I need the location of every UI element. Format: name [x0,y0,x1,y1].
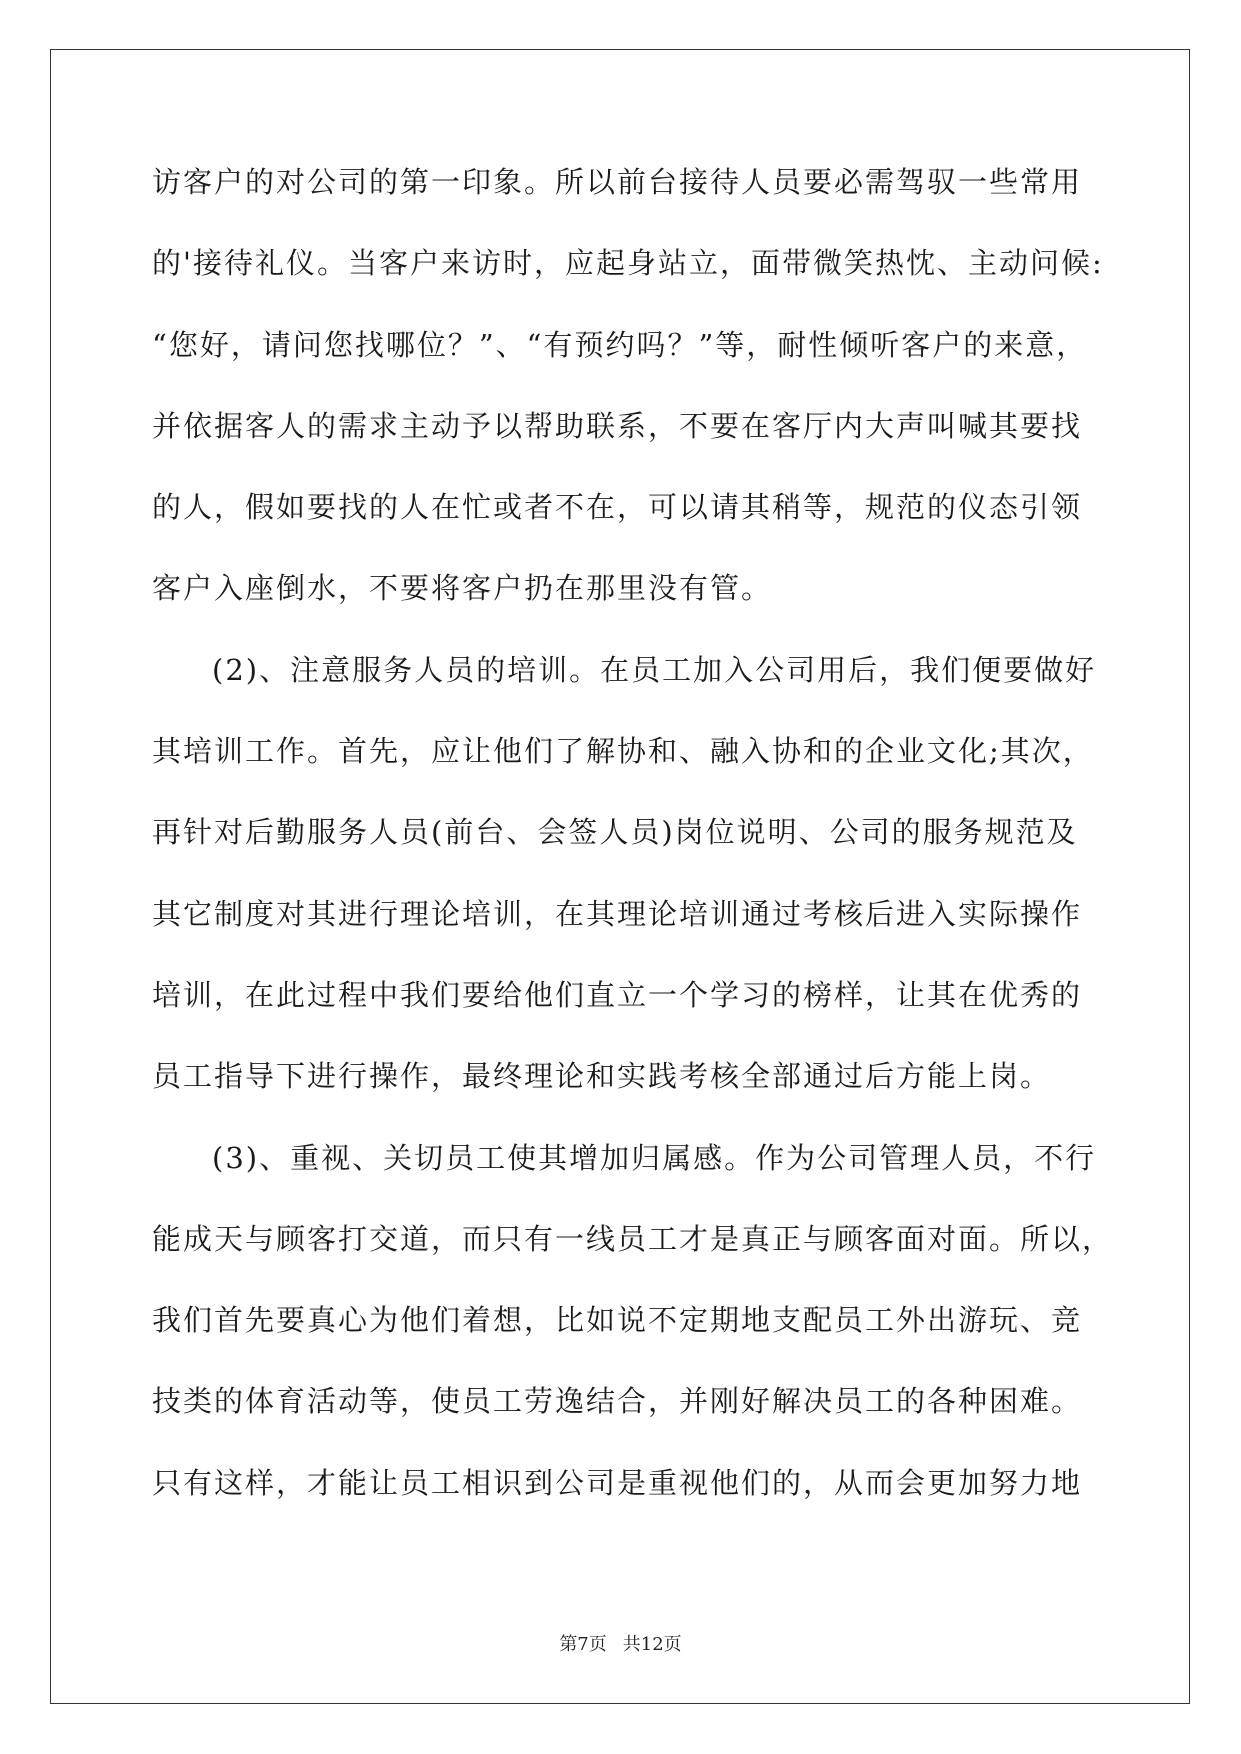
text-line: 再针对后勤服务人员(前台、会签人员)岗位说明、公司的服务规范及 [152,815,1078,850]
text-line: 访客户的对公司的第一印象。所以前台接待人员要必需驾驭一些常用 [152,165,1083,199]
text-line: 其培训工作。首先，应让他们了解协和、融入协和的企业文化;其次， [152,734,1094,769]
page-footer [0,1630,1241,1656]
text-line: 的人，假如要找的人在忙或者不在，可以请其稍等，规范的仪态引领 [152,490,1083,525]
text-line: “您好，请问您找哪位？”、“有预约吗？”等，耐性倾听客户的来意， [152,327,1088,362]
text-line: 我们首先要真心为他们着想，比如说不定期地支配员工外出游玩、竞 [152,1303,1083,1338]
text-line: (3)、重视、关切员工使其增加归属感。作为公司管理人员，不行 [212,1140,1097,1175]
text-line: 的'接待礼仪。当客户来访时，应起身站立，面带微笑热忱、主动问候: [152,246,1104,281]
text-line: 技类的体育活动等，使员工劳逸结合，并刚好解决员工的各种困难。 [152,1384,1083,1419]
document-body [152,162,1112,1544]
text-line: 客户入座倒水，不要将客户扔在那里没有管。 [152,571,773,606]
page-number-total: 共12页 [622,1634,682,1655]
page-number-current: 第7页 [559,1634,607,1655]
text-line: 员工指导下进行操作，最终理论和实践考核全部通过后方能上岗。 [152,1059,1052,1094]
text-line: (2)、注意服务人员的培训。在员工加入公司用后，我们便要做好 [212,652,1097,687]
text-line: 并依据客人的需求主动予以帮助联系，不要在客厅内大声叫喊其要找 [152,408,1083,443]
text-line: 能成天与顾客打交道，而只有一线员工才是真正与顾客面对面。所以， [152,1221,1114,1256]
text-line: 其它制度对其进行理论培训，在其理论培训通过考核后进入实际操作 [152,896,1083,931]
text-line: 只有这样，才能让员工相识到公司是重视他们的，从而会更加努力地 [152,1465,1083,1500]
text-line: 培训，在此过程中我们要给他们直立一个学习的榜样，让其在优秀的 [152,977,1083,1012]
